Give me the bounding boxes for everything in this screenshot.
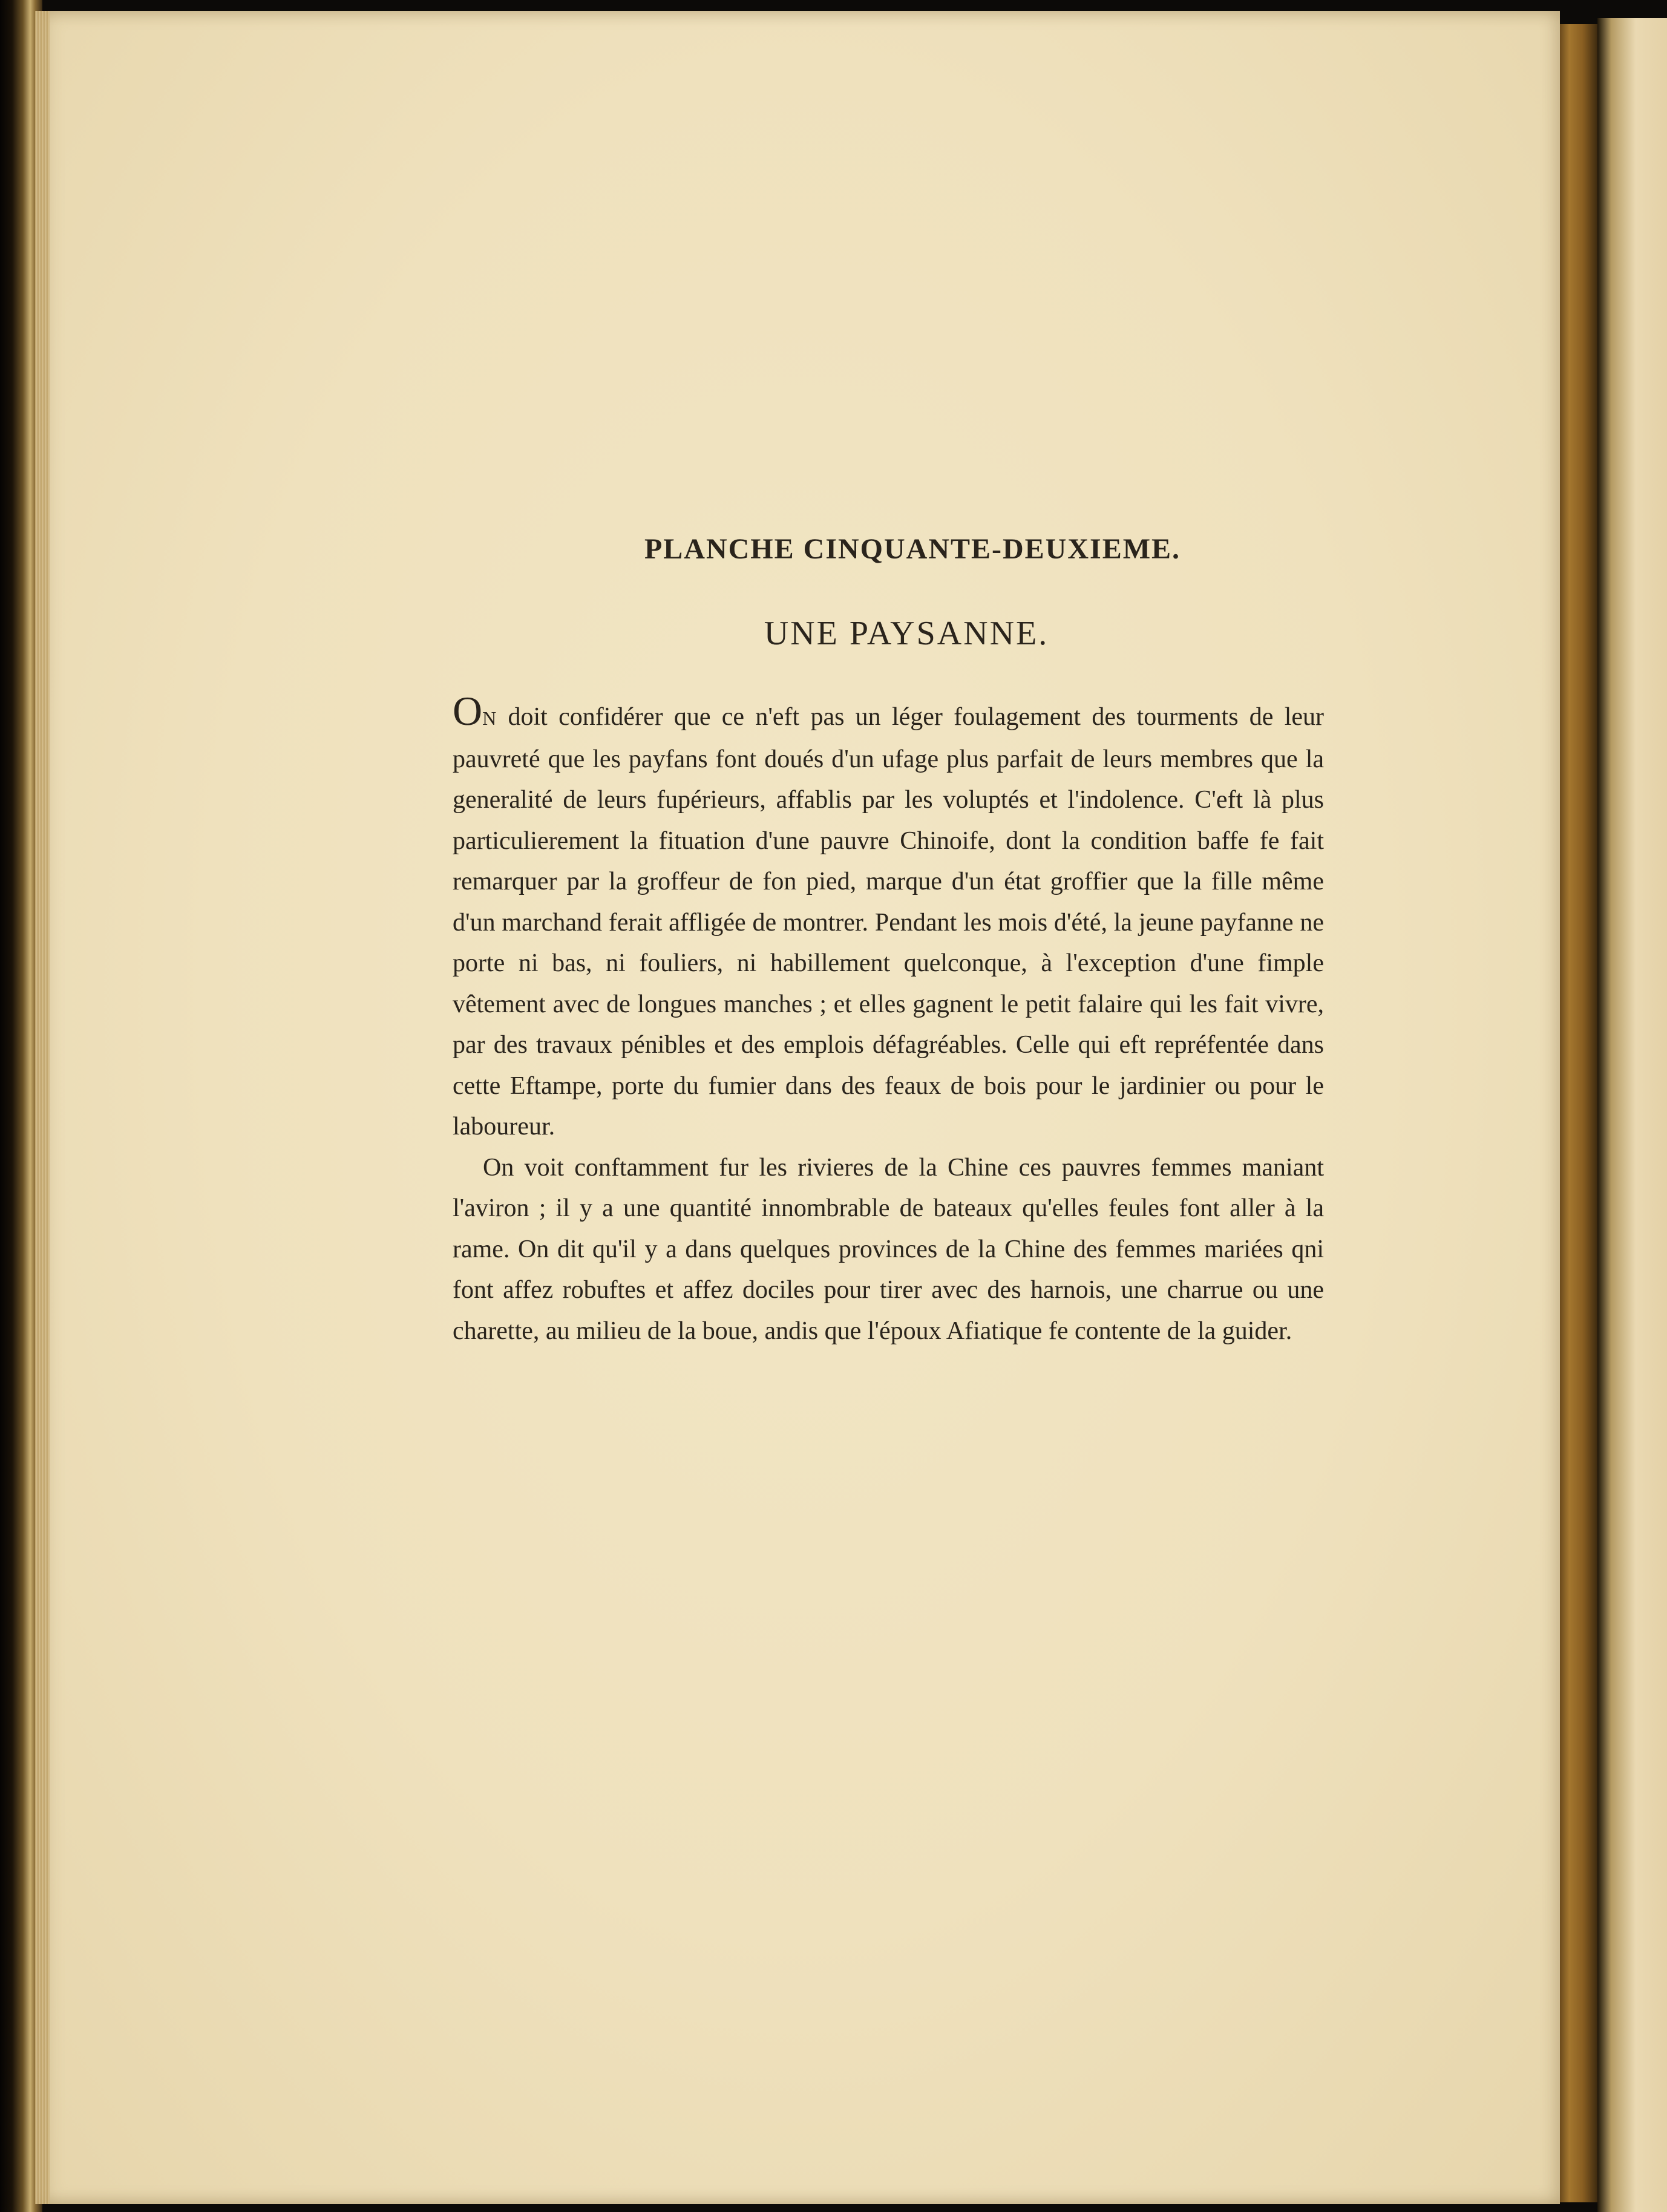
plate-title: UNE PAYSANNE.: [764, 615, 1049, 652]
plate-heading: PLANCHE CINQUANTE-DEUXIEME.: [644, 533, 1181, 565]
paragraph-1-text: doit confidérer que ce n'eft pas un léger foulagement des tourments de leur pauvreté que les payfans font doués d'un ufage plus parfait de leurs membres que la generalité de leurs fupérieurs, affablis par les voluptés et l'indolence. C'eft là plus particulierement la fituation d'une pauvre Chinoife, dont la condition baffe fe fait remarquer par la groffeur de fon pied, marque d'un état groffier que la fille même d'un marchand ferait affligée de montrer. Pendant les mois d'été, la jeune payfanne ne porte ni bas, ni fouliers, ni habillement quelconque, à l'exception d'une fimple vêtement avec de longues manches ; et elles gagnent le petit falaire qui les fait vivre, par des travaux pénibles et des emplois défagréables. Celle qui eft repréfentée dans cette Eftampe, porte du fumier dans des feaux de bois pour le jardinier ou pour le laboureur.: [453, 703, 1324, 1140]
paragraph-1: [453, 688, 1324, 1148]
page-edges: [35, 11, 50, 2204]
small-caps: N: [482, 707, 497, 729]
drop-cap: O: [453, 688, 483, 734]
paragraph-2: On voit conftamment fur les rivieres de la Chine ces pauvres femmes maniant l'aviron ; il y a une quantité innombrable de bateaux qu'elles feules font aller à la rame. On dit qu'il y a dans quelques provinces de la Chine des femmes mariées qni font affez robuftes et affez dociles pour tirer avec des harnois, une charrue ou une charette, au milieu de la boue, andis que l'époux Afiatique fe contente de la guider.: [453, 1153, 1324, 1345]
body-text: [453, 688, 1324, 1377]
book-gutter: [1560, 24, 1597, 2202]
facing-page-edge: [1597, 18, 1667, 2212]
